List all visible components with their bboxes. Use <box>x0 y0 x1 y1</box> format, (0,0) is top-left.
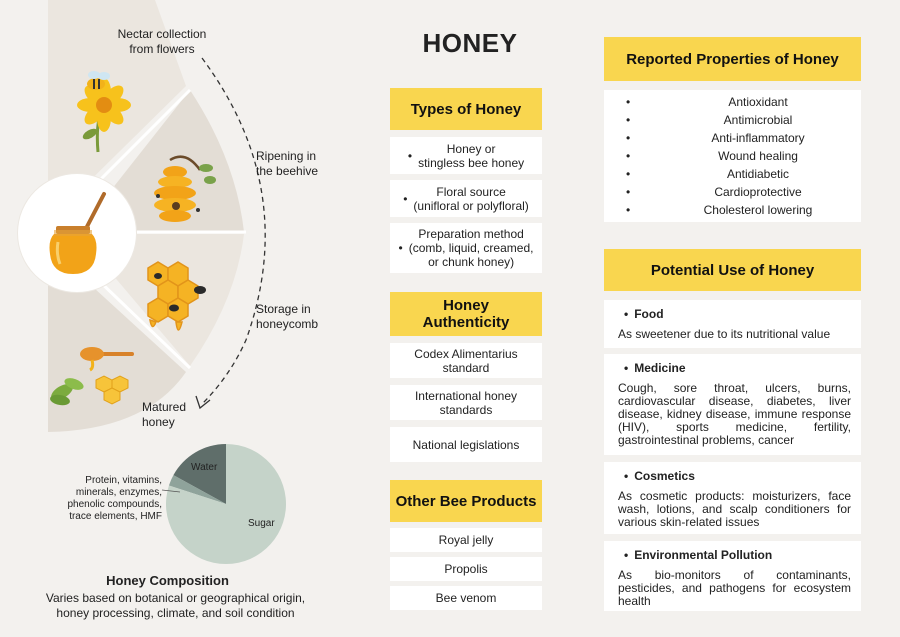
use-item-environmental: • Environmental Pollution As bio-monitors of contaminants, pesticides, and pathogens for ecosystem health <box>604 541 861 611</box>
pie-label-water: Water <box>191 462 218 473</box>
page-title: HONEY <box>422 28 518 58</box>
other-product-item: Royal jelly <box>390 528 542 552</box>
property-item: • Anti-inflammatory <box>626 131 805 145</box>
stage-label-nectar: Nectar collection from flowers <box>117 27 207 56</box>
property-item: • Antidiabetic <box>626 167 790 181</box>
composition-pie-chart <box>150 440 310 570</box>
properties-heading: Reported Properties of Honey <box>604 37 861 81</box>
authenticity-heading: Honey Authenticity <box>390 292 542 336</box>
type-item: • Preparation method (comb, liquid, creamed, or chunk honey) <box>390 223 542 273</box>
property-item: • Antimicrobial <box>626 113 793 127</box>
property-item: • Antioxidant <box>626 95 788 109</box>
stage-label-ripening: Ripening in the beehive <box>256 149 319 178</box>
stage-label-matured: Matured honey <box>142 400 187 429</box>
other-products-heading: Other Bee Products <box>390 480 542 522</box>
type-item: • Floral source (unifloral or polyfloral) <box>390 180 542 217</box>
property-item: • Cholesterol lowering <box>626 203 813 217</box>
use-item-cosmetics: • Cosmetics As cosmetic products: moisturizers, face wash, lotions, and scalp conditioners for various skin-related issues <box>604 462 861 534</box>
composition-title: Honey Composition <box>106 573 229 588</box>
other-product-item: Bee venom <box>390 586 542 610</box>
uses-heading: Potential Use of Honey <box>604 249 861 291</box>
other-product-item: Propolis <box>390 557 542 581</box>
property-item: • Cardioprotective <box>626 185 802 199</box>
stage-label-storage: Storage in honeycomb <box>256 302 319 331</box>
use-item-medicine: • Medicine Cough, sore throat, ulcers, burns, cardiovascular disease, diabetes, liver disease, kidney disease, immune response (HIV), sports medicine, fertility, gastrointestinal problems, cancer <box>604 354 861 455</box>
property-item: • Wound healing <box>626 149 798 163</box>
authenticity-item: Codex Alimentarius standard <box>390 343 542 378</box>
honey-jar-icon <box>18 174 136 292</box>
authenticity-item: International honey standards <box>390 385 542 420</box>
types-heading: Types of Honey <box>390 88 542 130</box>
use-item-food: • Food As sweetener due to its nutritional value <box>604 300 861 348</box>
pie-label-sugar: Sugar <box>248 518 275 529</box>
properties-list <box>604 90 861 222</box>
pie-label-minor: Protein, vitamins, minerals, enzymes, phenolic compounds, trace elements, HMF <box>67 475 162 522</box>
honey-jar-circle <box>18 174 136 292</box>
type-item: • Honey or stingless bee honey <box>390 137 542 174</box>
authenticity-item: National legislations <box>390 427 542 462</box>
composition-description: Varies based on botanical or geographical origin, honey processing, climate, and soil condition <box>45 591 306 620</box>
